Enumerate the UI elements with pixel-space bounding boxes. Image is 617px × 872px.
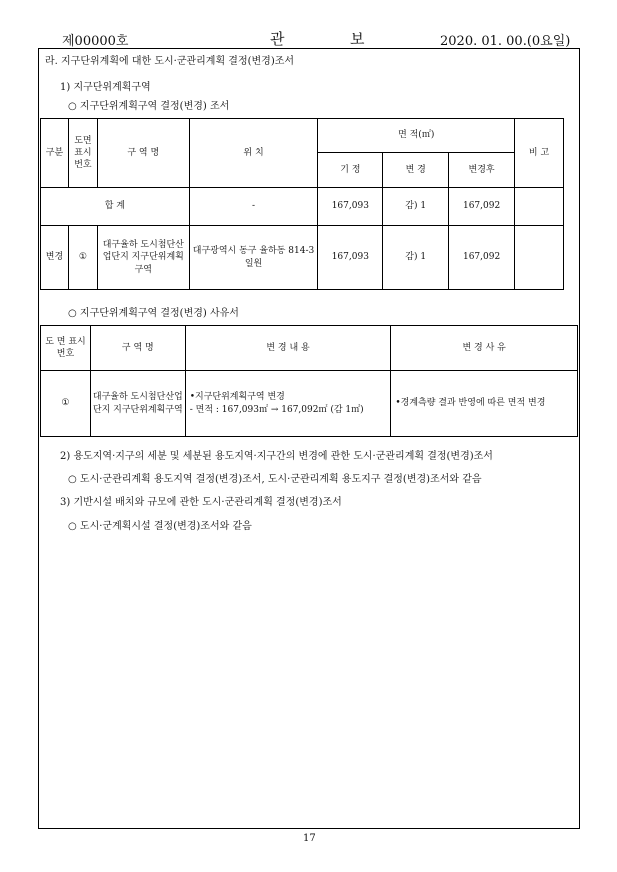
item-2-note: ○ 도시·군관리계획 용도지역 결정(변경)조서, 도시·군관리계획 용도지구 결정(변경)조서와 같음 xyxy=(68,474,482,485)
header-zone-name: 구 역 명 xyxy=(97,119,189,188)
row-after: 167,092 xyxy=(449,226,515,290)
issue-number: 제00000호 xyxy=(62,34,129,49)
t2-row-reason: •경계측량 결과 반영에 따른 면적 변경 xyxy=(391,371,578,437)
total-location: - xyxy=(189,188,318,226)
total-label: 합 계 xyxy=(41,188,190,226)
header-location: 위 치 xyxy=(189,119,318,188)
issue-date: 2020. 01. 00.(0요일) xyxy=(440,34,571,49)
row-location: 대구광역시 동구 율하동 814-3 일원 xyxy=(189,226,318,290)
total-after: 167,092 xyxy=(449,188,515,226)
total-change: 감) 1 xyxy=(383,188,449,226)
t2-row-content xyxy=(185,371,391,437)
total-remarks xyxy=(515,188,564,226)
item-3-note: ○ 도시·군계획시설 결정(변경)조서와 같음 xyxy=(68,521,252,532)
row-zone-name: 대구율하 도시첨단산업단지 지구단위계획구역 xyxy=(97,226,189,290)
header-category: 구분 xyxy=(41,119,69,188)
row-remarks xyxy=(515,226,564,290)
t2-row-map-number: ① xyxy=(41,371,91,437)
t2-header-map-number: 도 면 표시번호 xyxy=(41,326,91,371)
subheading-reason: ○ 지구단위계획구역 결정(변경) 사유서 xyxy=(68,308,239,319)
section-heading: 라. 지구단위계획에 대한 도시·군관리계획 결정(변경)조서 xyxy=(45,56,295,67)
t2-row-zone-name: 대구율하 도시첨단산업단지 지구단위계획구역 xyxy=(90,371,185,437)
t2-header-content: 변 경 내 용 xyxy=(185,326,391,371)
item-2-heading: 2) 용도지역·지구의 세분 및 세분된 용도지역·지구간의 변경에 관한 도시·군관리계획 결정(변경)조서 xyxy=(60,451,493,462)
item-3-heading: 3) 기반시설 배치와 규모에 관한 도시·군관리계획 결정(변경)조서 xyxy=(60,497,342,508)
zone-decision-table xyxy=(40,118,564,290)
zone-reason-table xyxy=(40,325,578,437)
t2-content-line-2: - 면적 : 167,093㎡ → 167,092㎡ (감 1㎡) xyxy=(189,404,364,415)
header-map-number: 도면 표시 번호 xyxy=(68,119,97,188)
t2-header-zone-name: 구 역 명 xyxy=(90,326,185,371)
subheading-decision: ○ 지구단위계획구역 결정(변경) 조서 xyxy=(68,101,230,112)
header-after: 변경후 xyxy=(449,153,515,188)
t2-header-reason: 변 경 사 유 xyxy=(391,326,578,371)
header-change: 변 경 xyxy=(383,153,449,188)
row-map-number: ① xyxy=(68,226,97,290)
header-remarks: 비 고 xyxy=(515,119,564,188)
header-existing: 기 정 xyxy=(318,153,383,188)
row-change: 감) 1 xyxy=(383,226,449,290)
item-1-heading: 1) 지구단위계획구역 xyxy=(60,82,151,93)
header-area: 면 적(㎡) xyxy=(318,119,515,153)
header-title-left: 관 xyxy=(270,30,285,48)
header-title-right: 보 xyxy=(350,30,365,48)
total-existing: 167,093 xyxy=(318,188,383,226)
page-number: 17 xyxy=(303,833,316,844)
row-existing: 167,093 xyxy=(318,226,383,290)
t2-content-line-1: •지구단위계획구역 변경 xyxy=(189,392,285,403)
row-category: 변경 xyxy=(41,226,69,290)
